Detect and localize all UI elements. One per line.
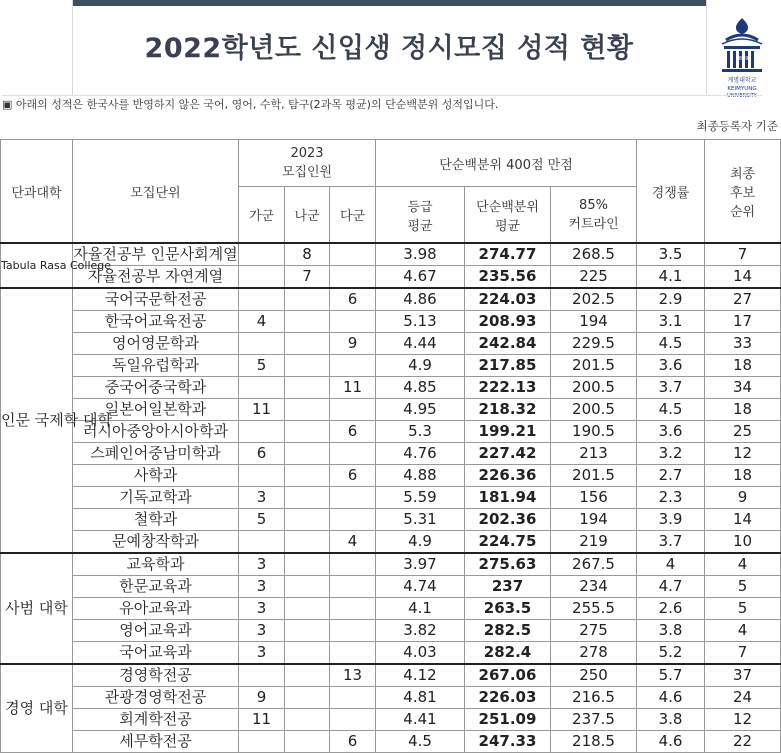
- cell-comp: 3.8: [637, 709, 705, 731]
- cell-comp: 3.8: [637, 620, 705, 642]
- cell-na: [285, 664, 330, 687]
- col-header-quota: [239, 140, 376, 187]
- cell-da: [330, 355, 376, 377]
- cell-avg: 181.94: [465, 487, 551, 509]
- cell-rank: 12: [705, 443, 781, 465]
- table-row: [1, 243, 781, 266]
- cell-avg: 202.36: [465, 509, 551, 531]
- cell-ga: 9: [239, 687, 285, 709]
- cell-unit: 영어영문학과: [73, 333, 239, 355]
- cell-rank: 17: [705, 311, 781, 333]
- table-row: [1, 664, 781, 687]
- cell-rank: 7: [705, 642, 781, 665]
- col-header-college: 단과대학: [1, 140, 73, 244]
- cell-grade: 5.31: [376, 509, 465, 531]
- cell-ga: [239, 266, 285, 289]
- grade-line: 평균: [407, 218, 433, 234]
- cut-line: 85%: [579, 197, 608, 213]
- cell-grade: 4.81: [376, 687, 465, 709]
- col-header-cut: [551, 187, 637, 244]
- cell-cut: 229.5: [551, 333, 637, 355]
- cell-rank: 4: [705, 620, 781, 642]
- cell-cut: 250: [551, 664, 637, 687]
- cell-avg: 226.03: [465, 687, 551, 709]
- col-header-rank: [705, 140, 781, 244]
- cell-unit: 사학과: [73, 465, 239, 487]
- college-name: Tabula Rasa College: [1, 243, 73, 288]
- avg-line: 평균: [494, 218, 521, 234]
- col-header-grade: [376, 187, 465, 244]
- cell-grade: 4.88: [376, 465, 465, 487]
- cell-ga: 4: [239, 311, 285, 333]
- cell-na: [285, 576, 330, 598]
- cell-avg: 218.32: [465, 399, 551, 421]
- cell-cut: 275: [551, 620, 637, 642]
- cell-na: [285, 355, 330, 377]
- cell-na: [285, 288, 330, 311]
- cell-rank: 22: [705, 731, 781, 753]
- cell-comp: 3.2: [637, 443, 705, 465]
- cell-cut: 267.5: [551, 553, 637, 576]
- cell-comp: 3.9: [637, 509, 705, 531]
- cell-avg: 199.21: [465, 421, 551, 443]
- cell-da: [330, 443, 376, 465]
- cell-ga: 11: [239, 709, 285, 731]
- col-header-avg: [465, 187, 551, 244]
- cell-rank: 9: [705, 487, 781, 509]
- cell-grade: 4.76: [376, 443, 465, 465]
- table-row: [1, 509, 781, 531]
- cell-unit: 국어교육과: [73, 642, 239, 665]
- table-row: [1, 687, 781, 709]
- cell-da: 11: [330, 377, 376, 399]
- table-row: [1, 642, 781, 665]
- cell-na: [285, 687, 330, 709]
- college-group: [1, 553, 781, 664]
- cell-da: [330, 243, 376, 266]
- cell-grade: 4.12: [376, 664, 465, 687]
- table-row: [1, 355, 781, 377]
- cell-comp: 2.7: [637, 465, 705, 487]
- cell-avg: 208.93: [465, 311, 551, 333]
- cell-da: [330, 620, 376, 642]
- cell-grade: 5.3: [376, 421, 465, 443]
- cell-comp: 4.6: [637, 731, 705, 753]
- college-name: 사범 대학: [1, 553, 73, 664]
- cell-cut: 156: [551, 487, 637, 509]
- cell-unit: 세무학전공: [73, 731, 239, 753]
- table-row: [1, 487, 781, 509]
- cell-avg: 227.42: [465, 443, 551, 465]
- cell-comp: 5.2: [637, 642, 705, 665]
- table-row: [1, 731, 781, 753]
- cell-unit: 유아교육과: [73, 598, 239, 620]
- cell-ga: 3: [239, 553, 285, 576]
- cell-comp: 3.1: [637, 311, 705, 333]
- table-row: [1, 421, 781, 443]
- table-row: [1, 531, 781, 554]
- cell-grade: 5.59: [376, 487, 465, 509]
- cell-rank: 4: [705, 553, 781, 576]
- logo-name-en: KEIMYUNG: [727, 86, 757, 92]
- cell-comp: 2.3: [637, 487, 705, 509]
- grade-line: 등급: [407, 199, 433, 215]
- table-row: [1, 266, 781, 289]
- cell-avg: 282.5: [465, 620, 551, 642]
- cell-unit: 중국어중국학과: [73, 377, 239, 399]
- table-row: [1, 709, 781, 731]
- logo-name-ko: 계명대학교: [727, 77, 757, 84]
- cell-unit: 경영학전공: [73, 664, 239, 687]
- cell-unit: 문예창작학과: [73, 531, 239, 554]
- cell-cut: 255.5: [551, 598, 637, 620]
- table-row: [1, 443, 781, 465]
- cell-grade: 5.13: [376, 311, 465, 333]
- page-title: 2022학년도 신입생 정시모집 성적 현황: [144, 33, 634, 64]
- cell-unit: 스페인어중남미학과: [73, 443, 239, 465]
- cell-rank: 7: [705, 243, 781, 266]
- cell-na: [285, 553, 330, 576]
- cell-cut: 202.5: [551, 288, 637, 311]
- cell-da: [330, 642, 376, 665]
- cell-na: [285, 731, 330, 753]
- cell-comp: 4.5: [637, 333, 705, 355]
- cell-rank: 5: [705, 576, 781, 598]
- cell-da: [330, 311, 376, 333]
- cell-da: 6: [330, 421, 376, 443]
- cell-avg: 237: [465, 576, 551, 598]
- table-row: [1, 399, 781, 421]
- table-row: [1, 598, 781, 620]
- top-accent-bar: [72, 0, 706, 6]
- cell-ga: 3: [239, 576, 285, 598]
- cell-comp: 3.6: [637, 421, 705, 443]
- cell-ga: 3: [239, 598, 285, 620]
- table-row: [1, 576, 781, 598]
- cell-unit: 교육학과: [73, 553, 239, 576]
- cell-unit: 일본어일본학과: [73, 399, 239, 421]
- table-row: [1, 288, 781, 311]
- cell-comp: 4: [637, 553, 705, 576]
- cell-avg: 267.06: [465, 664, 551, 687]
- cell-grade: 4.86: [376, 288, 465, 311]
- cell-unit: 기독교학과: [73, 487, 239, 509]
- cell-comp: 4.5: [637, 399, 705, 421]
- cell-ga: [239, 377, 285, 399]
- cell-da: [330, 553, 376, 576]
- cell-da: [330, 509, 376, 531]
- cell-da: [330, 487, 376, 509]
- logo-year: 1899: [735, 56, 749, 62]
- cell-ga: [239, 288, 285, 311]
- cell-unit: 철학과: [73, 509, 239, 531]
- cell-cut: 234: [551, 576, 637, 598]
- table-row: [1, 377, 781, 399]
- cell-ga: [239, 664, 285, 687]
- cell-ga: 5: [239, 509, 285, 531]
- cell-rank: 24: [705, 687, 781, 709]
- cell-rank: 14: [705, 266, 781, 289]
- cell-grade: 3.97: [376, 553, 465, 576]
- cell-rank: 14: [705, 509, 781, 531]
- cell-avg: 224.03: [465, 288, 551, 311]
- cell-comp: 2.9: [637, 288, 705, 311]
- cell-ga: 3: [239, 620, 285, 642]
- cell-avg: 282.4: [465, 642, 551, 665]
- cell-cut: 201.5: [551, 355, 637, 377]
- cell-avg: 217.85: [465, 355, 551, 377]
- cell-ga: 5: [239, 355, 285, 377]
- table-row: [1, 553, 781, 576]
- cell-cut: 213: [551, 443, 637, 465]
- cell-unit: 영어교육과: [73, 620, 239, 642]
- cell-ga: [239, 421, 285, 443]
- quota-year: 2023: [290, 146, 324, 161]
- cell-avg: 251.09: [465, 709, 551, 731]
- cell-cut: 200.5: [551, 377, 637, 399]
- cell-na: [285, 333, 330, 355]
- cell-unit: 관광경영학전공: [73, 687, 239, 709]
- cell-avg: 224.75: [465, 531, 551, 554]
- college-group: [1, 288, 781, 553]
- cell-comp: 3.7: [637, 531, 705, 554]
- cell-da: [330, 687, 376, 709]
- cell-ga: 3: [239, 487, 285, 509]
- table-row: [1, 311, 781, 333]
- cell-grade: 4.41: [376, 709, 465, 731]
- cell-unit: 러시아중앙아시아학과: [73, 421, 239, 443]
- col-header-competition: 경쟁률: [637, 140, 705, 244]
- cell-cut: 237.5: [551, 709, 637, 731]
- cell-comp: 3.7: [637, 377, 705, 399]
- cell-unit: 자율전공부 자연계열: [73, 266, 239, 289]
- logo-name-en: UNIVERSITY: [727, 93, 757, 99]
- cell-rank: 25: [705, 421, 781, 443]
- cell-grade: 4.9: [376, 531, 465, 554]
- cell-na: [285, 620, 330, 642]
- cell-na: [285, 377, 330, 399]
- cell-cut: 190.5: [551, 421, 637, 443]
- rank-line: 후보: [729, 185, 756, 201]
- cell-grade: 4.5: [376, 731, 465, 753]
- cell-na: [285, 311, 330, 333]
- cell-comp: 3.5: [637, 243, 705, 266]
- table-row: [1, 333, 781, 355]
- cell-unit: 한문교육과: [73, 576, 239, 598]
- cell-ga: 11: [239, 399, 285, 421]
- cell-na: [285, 598, 330, 620]
- cell-avg: 235.56: [465, 266, 551, 289]
- cell-grade: 4.67: [376, 266, 465, 289]
- cell-da: 6: [330, 288, 376, 311]
- cell-grade: 4.74: [376, 576, 465, 598]
- cell-comp: 4.1: [637, 266, 705, 289]
- cell-rank: 27: [705, 288, 781, 311]
- cell-da: 13: [330, 664, 376, 687]
- table-row: [1, 620, 781, 642]
- cell-na: 7: [285, 266, 330, 289]
- cell-grade: 3.82: [376, 620, 465, 642]
- college-name: 경영 대학: [1, 664, 73, 753]
- cell-ga: [239, 731, 285, 753]
- cell-unit: 한국어교육전공: [73, 311, 239, 333]
- cell-comp: 2.6: [637, 598, 705, 620]
- cell-grade: 4.03: [376, 642, 465, 665]
- cell-rank: 34: [705, 377, 781, 399]
- cell-unit: 독일유럽학과: [73, 355, 239, 377]
- col-header-unit: 모집단위: [73, 140, 239, 244]
- university-emblem-icon: [712, 16, 772, 102]
- cell-grade: 4.95: [376, 399, 465, 421]
- cell-na: 8: [285, 243, 330, 266]
- cell-cut: 194: [551, 509, 637, 531]
- score-note: ▣ 아래의 성적은 한국사를 반영하지 않은 국어, 영어, 수학, 탐구(2과목 평균)의 단순백분위 성적입니다.: [2, 95, 762, 114]
- cell-cut: 201.5: [551, 465, 637, 487]
- cell-unit: 자율전공부 인문사회계열: [73, 243, 239, 266]
- cell-cut: 194: [551, 311, 637, 333]
- cell-comp: 5.7: [637, 664, 705, 687]
- cell-da: 6: [330, 731, 376, 753]
- cell-grade: 3.98: [376, 243, 465, 266]
- cell-grade: 4.9: [376, 355, 465, 377]
- cell-da: [330, 576, 376, 598]
- cell-rank: 18: [705, 465, 781, 487]
- cell-da: [330, 266, 376, 289]
- cell-da: [330, 399, 376, 421]
- cell-ga: 6: [239, 443, 285, 465]
- cell-na: [285, 443, 330, 465]
- cell-comp: 4.7: [637, 576, 705, 598]
- cell-avg: 274.77: [465, 243, 551, 266]
- cell-cut: 278: [551, 642, 637, 665]
- cell-avg: 275.63: [465, 553, 551, 576]
- cell-grade: 4.85: [376, 377, 465, 399]
- cell-cut: 219: [551, 531, 637, 554]
- university-logo: [712, 16, 772, 102]
- col-header-ga: 가군: [239, 187, 285, 244]
- cell-cut: 218.5: [551, 731, 637, 753]
- cell-rank: 18: [705, 399, 781, 421]
- college-group: [1, 664, 781, 753]
- cell-da: [330, 598, 376, 620]
- col-header-score-group: 단순백분위 400점 만점: [376, 140, 637, 187]
- cell-na: [285, 399, 330, 421]
- cell-rank: 5: [705, 598, 781, 620]
- cell-cut: 268.5: [551, 243, 637, 266]
- rank-line: 순위: [729, 204, 756, 220]
- cell-da: 6: [330, 465, 376, 487]
- cell-rank: 37: [705, 664, 781, 687]
- cell-ga: [239, 465, 285, 487]
- cell-comp: 3.6: [637, 355, 705, 377]
- col-header-na: 나군: [285, 187, 330, 244]
- cell-rank: 18: [705, 355, 781, 377]
- cell-da: [330, 709, 376, 731]
- cell-avg: 247.33: [465, 731, 551, 753]
- cell-grade: 4.1: [376, 598, 465, 620]
- cell-avg: 242.84: [465, 333, 551, 355]
- cell-unit: 국어국문학전공: [73, 288, 239, 311]
- college-name: 인문 국제학 대학: [1, 288, 73, 553]
- rank-line: 최종: [729, 166, 756, 182]
- basis-label: 최종등록자 기준: [696, 119, 778, 133]
- cell-grade: 4.44: [376, 333, 465, 355]
- cell-na: [285, 509, 330, 531]
- cell-comp: 4.6: [637, 687, 705, 709]
- cell-cut: 216.5: [551, 687, 637, 709]
- quota-label: 모집인원: [281, 165, 333, 180]
- cut-line: 커트라인: [568, 216, 619, 232]
- cell-rank: 33: [705, 333, 781, 355]
- cell-avg: 222.13: [465, 377, 551, 399]
- avg-line: 단순백분위: [476, 199, 539, 215]
- cell-ga: [239, 333, 285, 355]
- cell-na: [285, 709, 330, 731]
- cell-avg: 263.5: [465, 598, 551, 620]
- cell-ga: 3: [239, 642, 285, 665]
- cell-na: [285, 421, 330, 443]
- cell-na: [285, 531, 330, 554]
- cell-da: 4: [330, 531, 376, 554]
- cell-rank: 12: [705, 709, 781, 731]
- table-row: [1, 465, 781, 487]
- cell-na: [285, 642, 330, 665]
- college-group: [1, 243, 781, 288]
- cell-cut: 200.5: [551, 399, 637, 421]
- cell-avg: 226.36: [465, 465, 551, 487]
- cell-cut: 225: [551, 266, 637, 289]
- col-header-da: 다군: [330, 187, 376, 244]
- cell-unit: 회계학전공: [73, 709, 239, 731]
- cell-na: [285, 487, 330, 509]
- score-table: [0, 139, 781, 753]
- cell-na: [285, 465, 330, 487]
- cell-da: 9: [330, 333, 376, 355]
- cell-rank: 10: [705, 531, 781, 554]
- cell-ga: [239, 243, 285, 266]
- cell-ga: [239, 531, 285, 554]
